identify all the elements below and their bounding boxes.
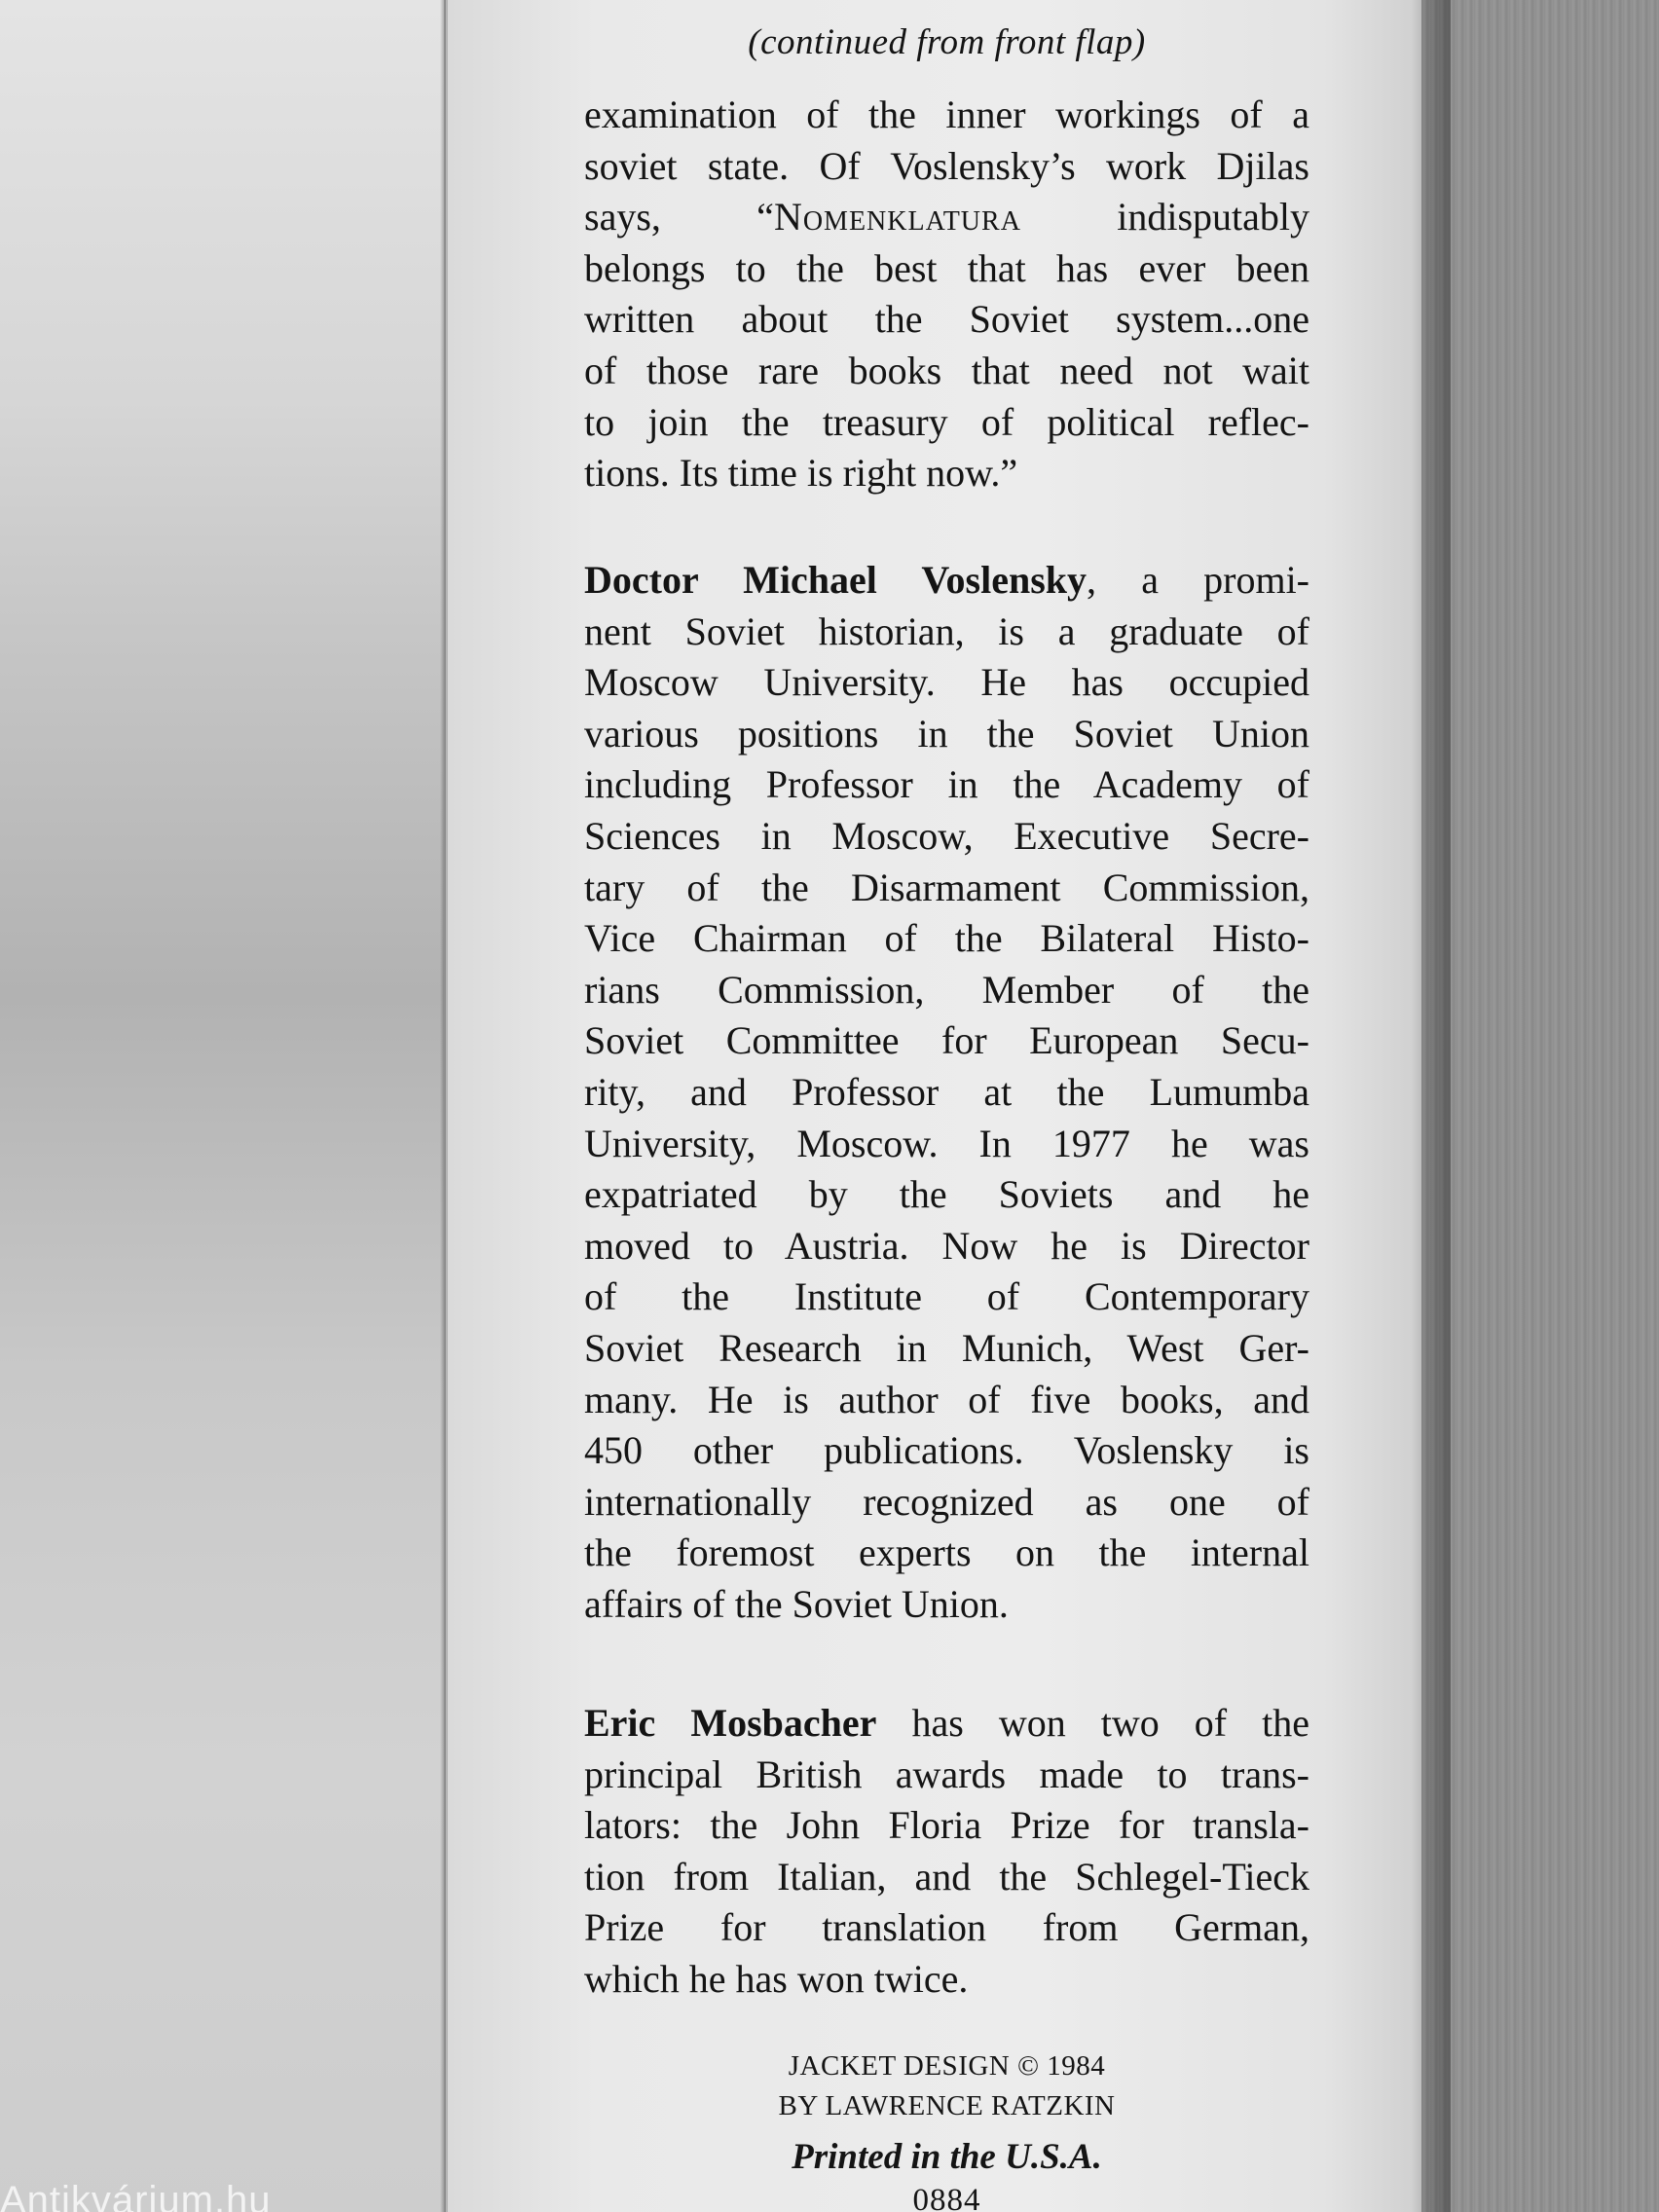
says-prefix: says, “ (584, 195, 774, 240)
paragraph-intro (584, 90, 1309, 499)
jacket-flap (446, 0, 1421, 2212)
credit-line: JACKET DESIGN © 1984 (788, 2050, 1106, 2082)
text-line: which he has won twice. (584, 1956, 969, 2001)
nomenklatura-title: Nomenklatura (773, 195, 1021, 240)
text-line: of those rare books that need not wait (584, 348, 1309, 392)
text-line: nent Soviet historian, is a graduate of (584, 608, 1309, 653)
text-line: tion from Italian, and the Schlegel-Tieck (584, 1854, 1309, 1899)
translator-name: Eric Mosbacher (584, 1701, 877, 1745)
continued-note: (continued from front flap) (748, 22, 1146, 62)
text-line: including Professor in the Academy of (584, 762, 1309, 807)
text-line: the foremost experts on the internal (584, 1530, 1309, 1575)
text-line (584, 192, 1309, 243)
table-background (1421, 0, 1659, 2212)
text-line: many. He is author of five books, and (584, 1377, 1309, 1421)
text-line: Prize for translation from German, (584, 1905, 1309, 1950)
text-line: rians Commission, Member of the (584, 967, 1309, 1012)
text-line (584, 1698, 1309, 1750)
flap-shadow (1412, 0, 1451, 2212)
text-line: Sciences in Moscow, Executive Secre- (584, 813, 1309, 858)
text-line: lators: the John Floria Prize for transla- (584, 1803, 1309, 1848)
text-line: Moscow University. He has occupied (584, 660, 1309, 705)
text-line: examination of the inner workings of a (584, 92, 1309, 136)
text-line: rity, and Professor at the Lumumba (584, 1069, 1309, 1114)
text-line: moved to Austria. Now he is Director (584, 1223, 1309, 1268)
text-fragment: has won two of the (876, 1701, 1309, 1745)
text-line: principal British awards made to trans- (584, 1751, 1309, 1796)
text-line: Vice Chairman of the Bilateral Histo- (584, 916, 1309, 961)
text-line: of the Institute of Contemporary (584, 1274, 1309, 1319)
text-line (584, 555, 1309, 607)
text-line: University, Moscow. In 1977 he was (584, 1121, 1309, 1165)
text-line: belongs to the best that has ever been (584, 245, 1309, 290)
paragraph-translator-bio (584, 1698, 1309, 2006)
text-line: written about the Soviet system...one (584, 297, 1309, 342)
printed-in: Printed in the U.S.A. (792, 2137, 1102, 2177)
text-fragment: , a promi- (1087, 558, 1309, 602)
text-line: expatriated by the Soviets and he (584, 1172, 1309, 1217)
text-line: Soviet Committee for European Secu- (584, 1018, 1309, 1063)
text-line: to join the treasury of political reflec- (584, 399, 1309, 444)
watermark: Antikvárium.hu (0, 2179, 272, 2212)
text-line: 450 other publications. Voslensky is (584, 1428, 1309, 1473)
left-page (0, 0, 446, 2212)
jacket-credits (584, 2046, 1309, 2126)
author-name: Doctor Michael Voslensky (584, 558, 1088, 602)
paragraph-author-bio (584, 555, 1309, 1630)
text-line: Soviet Research in Munich, West Ger- (584, 1325, 1309, 1370)
text-fragment: indisputably (1117, 195, 1310, 240)
text-line: tary of the Disarmament Commission, (584, 865, 1309, 909)
text-line: various positions in the Soviet Union (584, 711, 1309, 756)
text-line: internationally recognized as one of (584, 1479, 1309, 1524)
text-line: tions. Its time is right now.” (584, 451, 1018, 496)
credit-line: BY LAWRENCE RATZKIN (778, 2090, 1116, 2121)
text-line: soviet state. Of Voslensky’s work Djilas (584, 143, 1309, 188)
text-line: affairs of the Soviet Union. (584, 1581, 1009, 1626)
print-code: 0884 (912, 2183, 981, 2212)
